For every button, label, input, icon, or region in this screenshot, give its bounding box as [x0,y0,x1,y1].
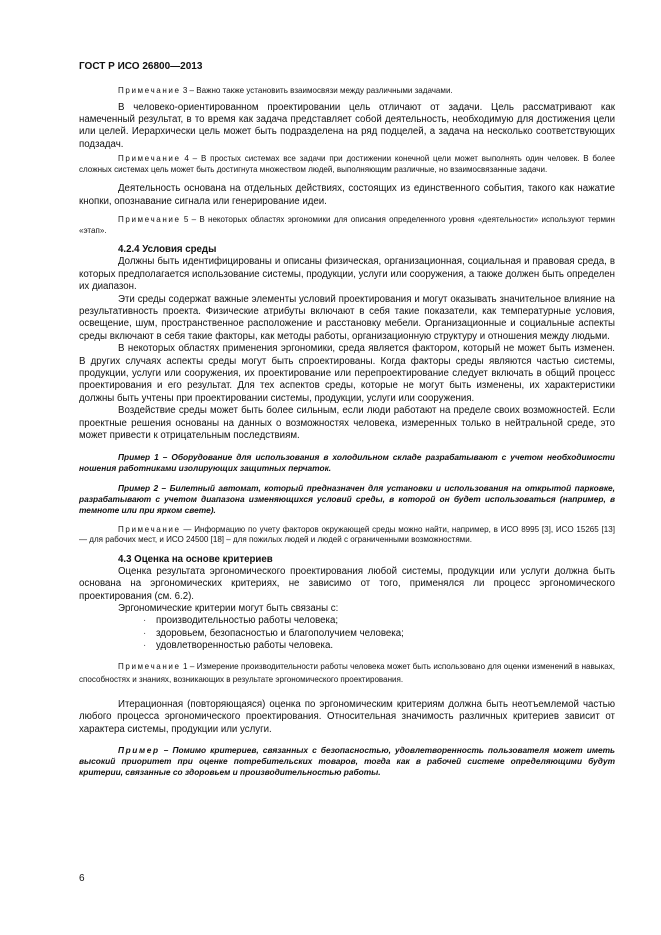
paragraph: Оценка результата эргономического проектирования любой системы, продукции или услуги должна быть основана на эргономических критериях, не зависимо от того, применялся ли процесс эргономического проектирования (см. 6.2). [79,565,615,602]
page-number: 6 [79,873,85,884]
paragraph: Деятельность основана на отдельных действиях, состоящих из единственного события, такого как нажатие кнопки, опознавание сигнала или генерирование идеи. [79,183,615,207]
note-label: Примечание [118,524,181,534]
example-text: Оборудование для использования в холодильном складе разрабатывают с учетом необходимости ношения работниками изолирующих защитных перчаток. [79,451,615,473]
paragraph: Итерационная (повторяющаяся) оценка по эргономическим критериям должна быть неотъемлемой частью любого процесса эргономического проектирования. Относительная значимость различных критериев зависит от характера системы, продукции или услуги. [79,698,615,735]
note: Примечание 3 – Важно также установить взаимосвязи между различными задачами. [118,86,453,95]
note-label: Примечание [118,86,181,95]
list-item: · здоровьем, безопасностью и благополучием человека; [79,628,615,640]
note-label: Примечание [118,215,181,225]
document-header: ГОСТ Р ИСО 26800—2013 [79,61,203,72]
example-label: Пример [118,451,151,462]
note: Примечание 1 – Измерение производительности работы человека может быть использовано для оценки изменений в навыках, способностях и знаниях, возникающих в результате эргономического проектирования. [79,661,615,685]
note: Примечание 4 – В простых системах все задачи при достижении конечной цели может выполнять один человек. В более сложных системах цель может быть достигнута множеством людей, выполняющим различные, но взаимосвязанные задачи. [79,154,615,174]
note-text: В простых системах все задачи при достижении конечной цели может выполнять один человек. В более сложных системах цель может быть достигнута множеством людей, выполняющим различные, но взаимосвязанные задачи. [79,154,615,174]
note-label: Примечание [118,154,181,164]
paragraph: Эти среды содержат важные элементы условий проектирования и могут оказывать значительное влияние на результативность проекта. Физические атрибуты включают в себя такие показатели, как температурные условия, освещение, шум, пространственное расположение и расстановку мебели. Организационные и социальные аспекты среды включают в себя такие факторы, как методы работы, организационную структуру и отношения между людьми. [79,293,615,342]
note-text: Важно также установить взаимосвязи между различными задачами. [196,86,453,95]
list-item: · удовлетворенностью работы человека. [79,640,615,652]
document-body [79,86,615,778]
note-label-number: 1 [183,661,188,671]
note-label-number: 4 [184,154,189,164]
note: Примечание 5 – В некоторых областях эргономики для описания определенного уровня «деятельности» используют термин «этап». [79,215,615,235]
paragraph: Эргономические критерии могут быть связаны с: [118,602,339,614]
paragraph: Воздействие среды может быть более сильным, если люди работают на пределе своих возможностей. Если проектные решения основаны на данных о возможностях человека, измеренных только в нейтральной среде, это может привести к отрицательным последствиям. [79,405,615,442]
example: Пример 2 – Билетный автомат, который предназначен для установки и использования на открытой парковке, разрабатывают с учетом диапазона изменяющихся условий среды, в которой он будет использоваться (например, в темноте или при ярком свете). [79,482,616,515]
example: Пример – Помимо критериев, связанных с безопасностью, удовлетворенность пользователя может иметь высокий приоритет при оценке потребительских товаров, тогда как в рабочей системе определяющими будут критерии, связанные со здоровьем и производительностью работы. [79,745,615,778]
section-heading: 4.3 Оценка на основе критериев [118,553,273,565]
example-label: Пример [118,482,151,493]
paragraph: В человеко-ориентированном проектировании цель отличают от задачи. Цель рассматривают как намеченный результат, в то время как задача представляет собой деятельность, необходимую для достижения цели или целей. Иерархически цель может быть подразделена на ряд подцелей, а задача на несколько соответствующих подзадач. [79,101,615,150]
example: Пример 1 – Оборудование для использования в холодильном складе разрабатывают с учетом необходимости ношения работниками изолирующих защитных перчаток. [79,451,615,473]
note-text: В некоторых областях эргономики для описания определенного уровня «деятельности» используют термин «этап». [79,215,615,235]
note-text: Информацию по учету факторов окружающей среды можно найти, например, в ИСО 8995 [3], ИСО 15265 [13] — для рабочих мест, и ИСО 24500 [18] – для пожилых людей и людей с ограниченными возможностями. [79,524,615,545]
example-text: Помимо критериев, связанных с безопасностью, удовлетворенность пользователя может иметь высокий приоритет при оценке потребительских товаров, тогда как в рабочей системе определяющими будут критерии, связанные со здоровьем и производительностью работы. [79,745,615,778]
criteria-list [79,615,615,652]
list-item: · производительностью работы человека; [79,615,615,627]
paragraph: В некоторых областях применения эргономики, среда является фактором, который не может быть изменен. В других случаях аспекты среды могут быть спроектированы. Когда факторы среды являются частью системы, продукции, услуги или сооружения, их проектирование или перепроектирование следует включать в общий процесс проектирования и его результат. Для тех аспектов среды, которые не могут быть изменены, их характеристики должны быть учтены при проектировании системы, продукции, услуги или сооружения. [79,343,615,404]
note-label-number: 3 [182,86,188,95]
note-label-number: 5 [183,215,189,225]
note: Примечание — Информацию по учету факторов окружающей среды можно найти, например, в ИСО 8995 [3], ИСО 15265 [13] — для рабочих мест, и ИСО 24500 [18] – для пожилых людей и людей с ограниченными возможностями. [79,524,615,545]
section-heading: 4.2.4 Условия среды [118,244,217,256]
example-label: Пример [118,745,160,756]
note-text: Измерение производительности работы человека может быть использовано для оценки изменений в навыках, способностях и знаниях, возникающих в результате эргономического проектирования. [79,661,615,685]
example-text: Билетный автомат, который предназначен для установки и использования на открытой парковке, разрабатывают с учетом диапазона изменяющихся условий среды, в которой он будет использоваться (например, в темноте или при ярком свете). [79,482,616,515]
paragraph: Должны быть идентифицированы и описаны физическая, организационная, социальная и правовая среда, в которых предполагается использование системы, продукции, услуги или сооружения, а также должен быть определен их диапазон. [79,256,615,293]
note-label: Примечание [118,661,181,671]
